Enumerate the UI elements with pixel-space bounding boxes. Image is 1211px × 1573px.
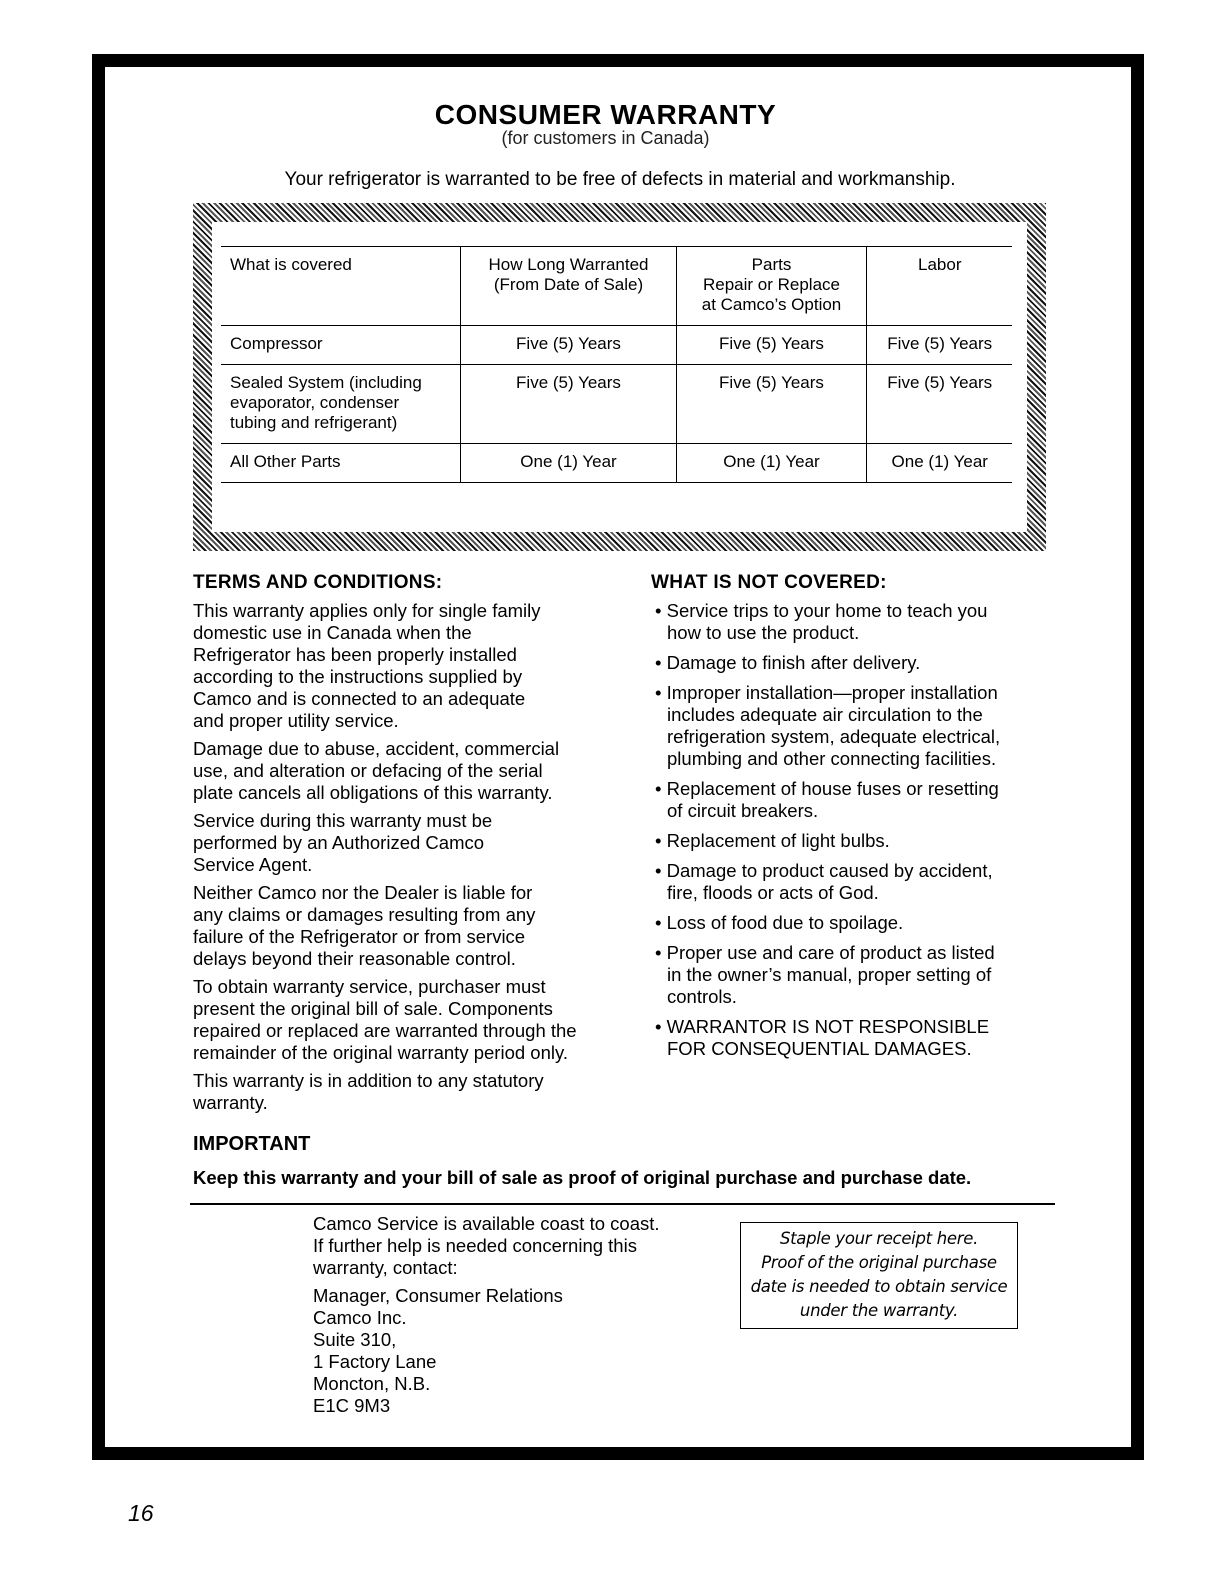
terms-paragraph: Service during this warranty must be performed by an Authorized Camco Service Agent.: [193, 810, 493, 875]
not-covered-heading: WHAT IS NOT COVERED:: [651, 572, 887, 593]
row-parts: Five (5) Years: [676, 326, 866, 365]
contact-address: Manager, Consumer Relations Camco Inc. Suite 310, 1 Factory Lane Moncton, N.B. E1C 9M3: [313, 1285, 563, 1416]
row-labor: One (1) Year: [866, 444, 1012, 483]
header-labor: Labor: [866, 247, 1012, 326]
row-item: Compressor: [221, 326, 460, 365]
list-item: • Replacement of house fuses or resetting of circuit breakers.: [655, 778, 999, 821]
divider: [190, 1203, 1055, 1205]
terms-paragraph: Neither Camco nor the Dealer is liable for any claims or damages resulting from any failure of the Refrigerator or from service delays beyond their reasonable control.: [193, 882, 536, 969]
warranty-table: [221, 246, 1012, 483]
page-title: CONSUMER WARRANTY: [434, 99, 777, 130]
row-labor: Five (5) Years: [866, 365, 1012, 444]
list-item: • Service trips to your home to teach you how to use the product.: [655, 600, 988, 643]
row-how-long: One (1) Year: [460, 444, 676, 483]
header-parts: Parts Repair or Replace at Camco’s Option: [676, 247, 866, 326]
row-item: Sealed System (including evaporator, condenser tubing and refrigerant): [221, 365, 460, 444]
page-number: 16: [128, 1500, 154, 1526]
list-item: • Damage to finish after delivery.: [655, 652, 921, 673]
row-parts: Five (5) Years: [676, 365, 866, 444]
list-item: • Proper use and care of product as listed in the owner’s manual, proper setting of controls.: [655, 942, 995, 1007]
terms-section: [193, 572, 613, 1120]
list-item: • WARRANTOR IS NOT RESPONSIBLE FOR CONSEQUENTIAL DAMAGES.: [655, 1016, 990, 1059]
list-item: • Damage to product caused by accident, fire, floods or acts of God.: [655, 860, 993, 903]
table-row: [221, 326, 1012, 365]
table-row: [221, 365, 1012, 444]
terms-heading: TERMS AND CONDITIONS:: [193, 572, 443, 593]
terms-paragraph: This warranty is in addition to any statutory warranty.: [193, 1070, 544, 1113]
row-labor: Five (5) Years: [866, 326, 1012, 365]
terms-paragraph: This warranty applies only for single family domestic use in Canada when the Refrigerator has been properly installed according to the instructions supplied by Camco and is connected to an adequate and proper utility service.: [193, 600, 541, 731]
list-item: • Loss of food due to spoilage.: [655, 912, 904, 933]
terms-paragraph: Damage due to abuse, accident, commercial use, and alteration or defacing of the serial plate cancels all obligations of this warranty.: [193, 738, 560, 803]
keep-warranty-notice: Keep this warranty and your bill of sale as proof of original purchase and purchase date.: [193, 1167, 972, 1188]
row-how-long: Five (5) Years: [460, 365, 676, 444]
list-item: • Improper installation—proper installation includes adequate air circulation to the refrigeration system, adequate electrical, plumbing and other connecting facilities.: [655, 682, 1001, 769]
contact-info: [313, 1213, 660, 1423]
important-heading: IMPORTANT: [193, 1133, 311, 1155]
table-header-row: [221, 247, 1012, 326]
contact-intro: Camco Service is available coast to coast. If further help is needed concerning this warranty, contact:: [313, 1213, 660, 1278]
row-how-long: Five (5) Years: [460, 326, 676, 365]
list-item: • Replacement of light bulbs.: [655, 830, 890, 851]
row-item: All Other Parts: [221, 444, 460, 483]
staple-receipt-box: Staple your receipt here. Proof of the original purchase date is needed to obtain service under the warranty.: [740, 1222, 1018, 1329]
terms-paragraph: To obtain warranty service, purchaser must present the original bill of sale. Components repaired or replaced are warranted through the remainder of the original warranty period only.: [193, 976, 577, 1063]
header-how-long: How Long Warranted (From Date of Sale): [460, 247, 676, 326]
page-subtitle: (for customers in Canada): [501, 128, 710, 148]
row-parts: One (1) Year: [676, 444, 866, 483]
not-covered-section: [651, 572, 1051, 1068]
intro-text: Your refrigerator is warranted to be free of defects in material and workmanship.: [284, 169, 956, 190]
header-what-covered: What is covered: [221, 247, 460, 326]
table-row: [221, 444, 1012, 483]
